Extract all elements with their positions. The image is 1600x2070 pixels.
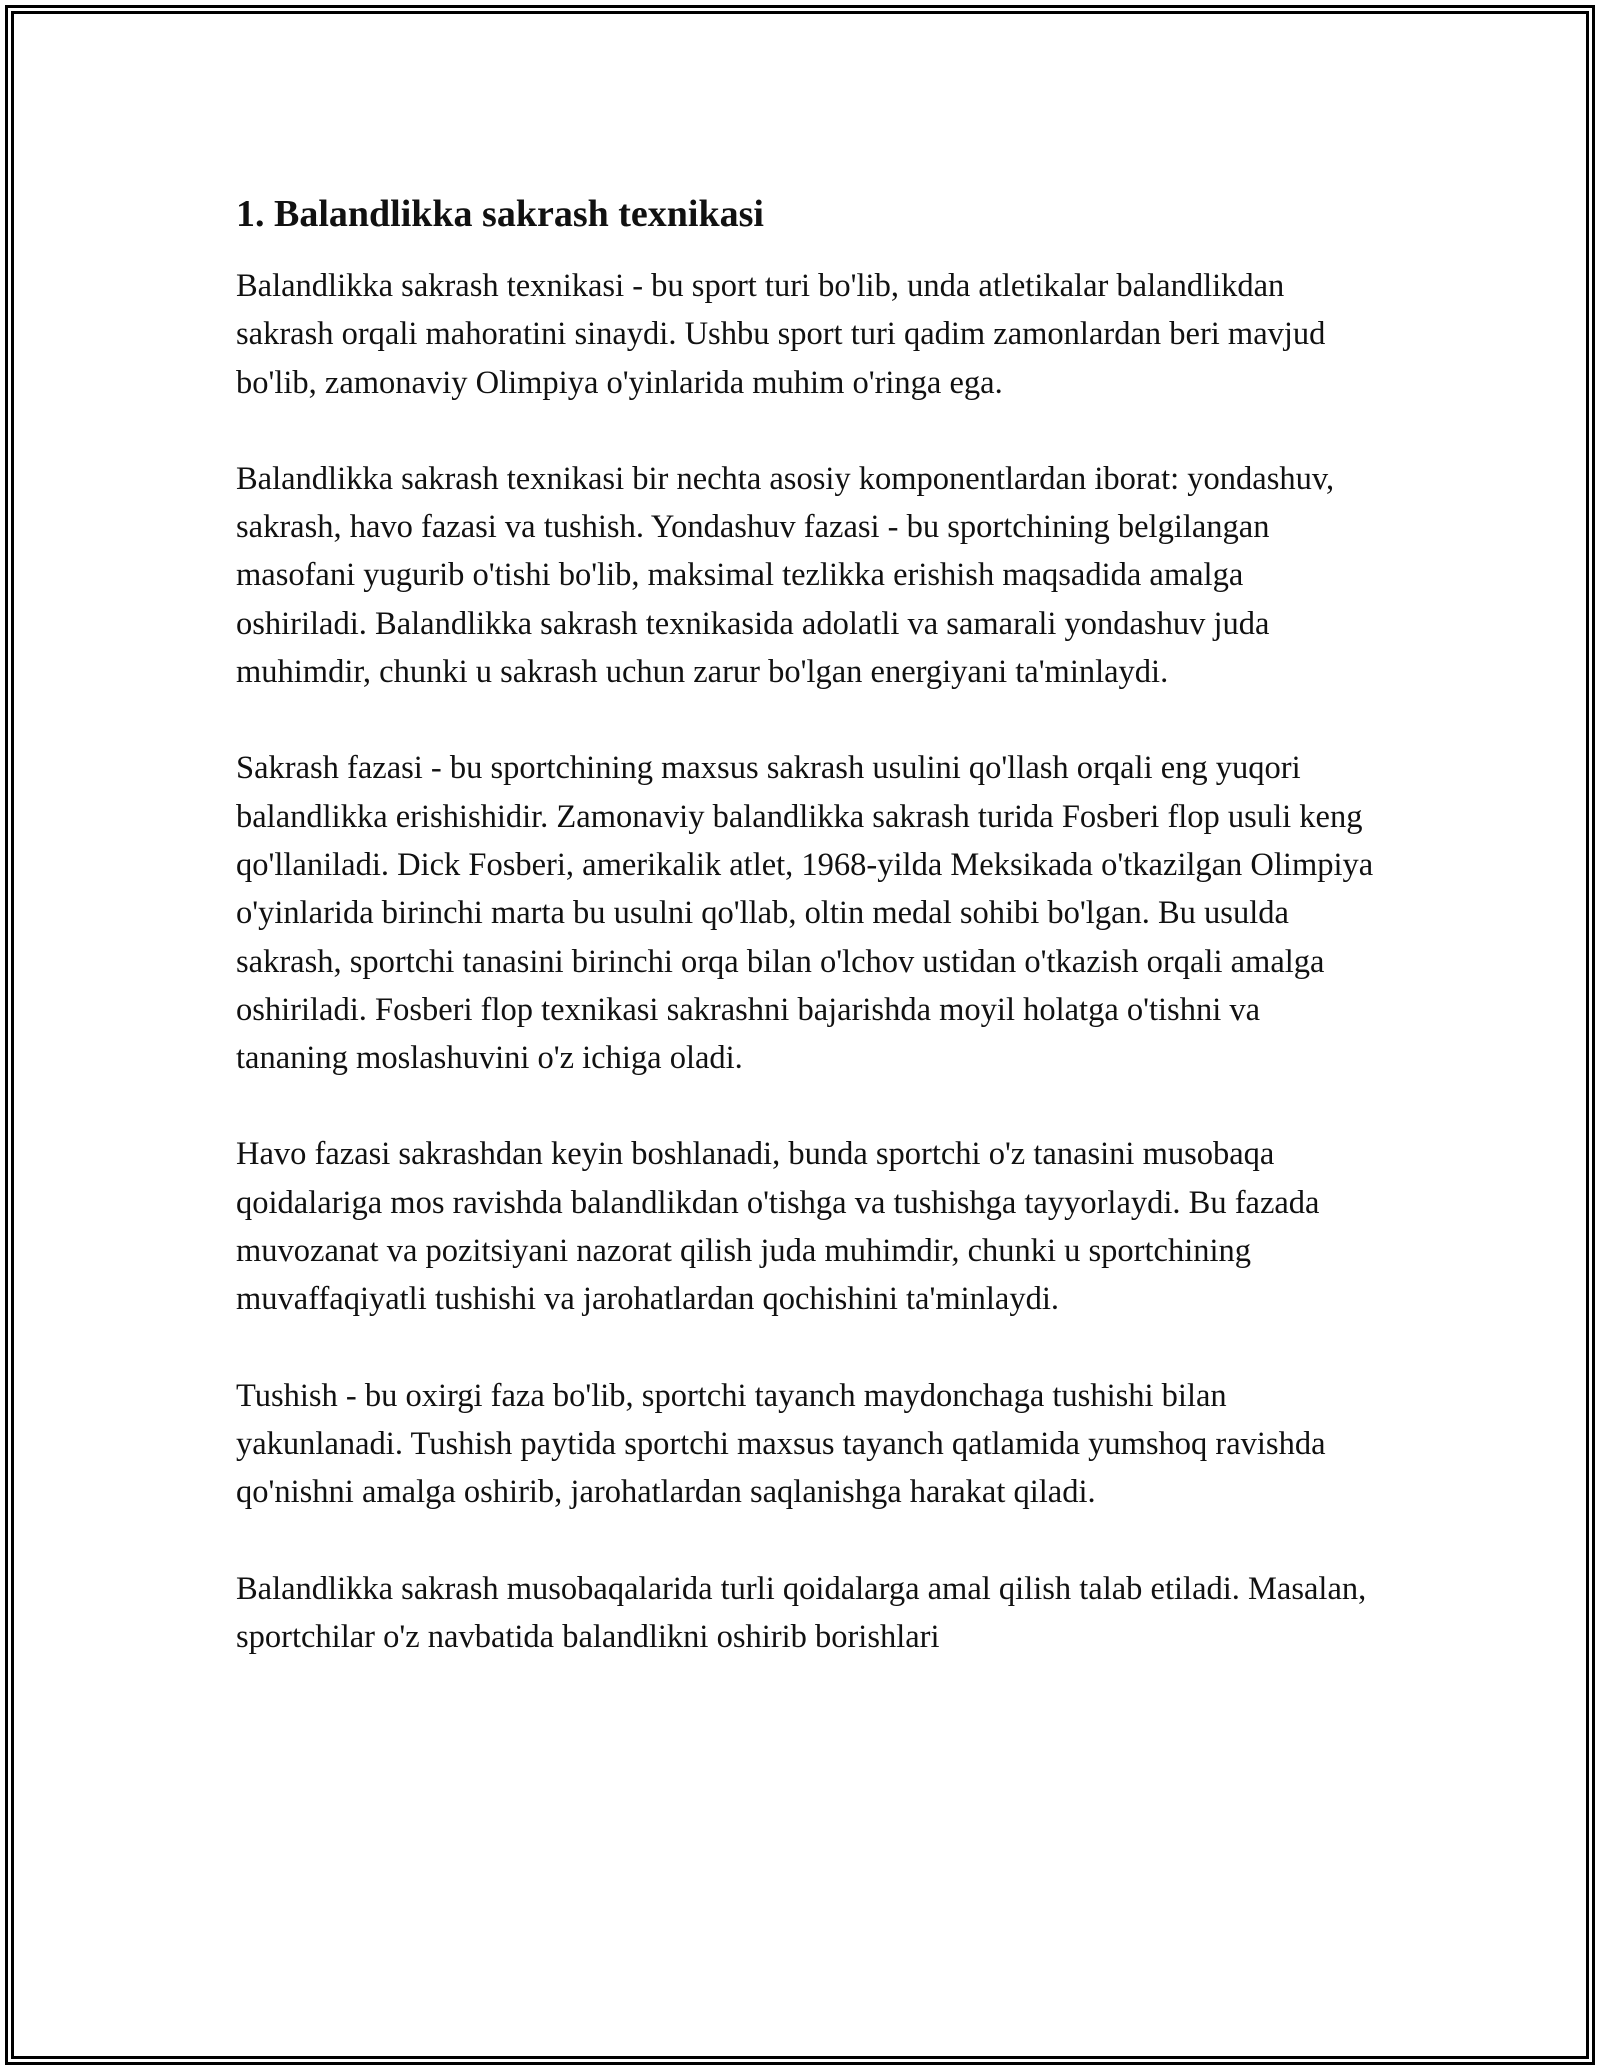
paragraph-intro: Balandlikka sakrash texnikasi - bu sport turi bo'lib, unda atletikalar balandlikdan sakrash orqali mahoratini sinaydi. Ushbu sport turi qadim zamonlardan beri mavjud bo'lib, zamonaviy Olimpiya o'yinlarida muhim o'ringa ega. [236,268,1326,401]
paragraph-landing-phase: Tushish - bu oxirgi faza bo'lib, sportchi tayanch maydonchaga tushishi bilan yakunlanadi. Tushish paytida sportchi maxsus tayanch qatlamida yumshoq ravishda qo'nishni amalga oshirib, jarohatlardan saqlanishga harakat qiladi. [236,1377,1326,1511]
section-title: 1. Balandlikka sakrash texnikasi [236,193,764,235]
paragraph-competition-rules: Balandlikka sakrash musobaqalarida turli qoidalarga amal qilish talab etiladi. Masalan, sportchilar o'z navbatida balandlikni oshirib borishlari [236,1570,1367,1655]
paragraph-components: Balandlikka sakrash texnikasi bir nechta asosiy komponentlardan iborat: yondashuv, sakrash, havo fazasi va tushish. Yondashuv fazasi - bu sportchining belgilangan masofani yugurib o'tishi bo'lib, maksimal tezlikka erishish maqsadida amalga oshiriladi. Balandlikka sakrash texnikasida adolatli va samarali yondashuv juda muhimdir, chunki u sakrash uchun zarur bo'lgan energiyani ta'minlaydi. [236,460,1335,691]
document-body [236,188,1376,1709]
paragraph-flight-phase: Havo fazasi sakrashdan keyin boshlanadi, bunda sportchi o'z tanasini musobaqa qoidalariga mos ravishda balandlikdan o'tishga va tushishga tayyorlaydi. Bu fazada muvozanat va pozitsiyani nazorat qilish juda muhimdir, chunki u sportchining muvaffaqiyatli tushishi va jarohatlardan qochishini ta'minlaydi. [236,1136,1320,1318]
paragraph-takeoff-phase: Sakrash fazasi - bu sportchining maxsus sakrash usulini qo'llash orqali eng yuqori balandlikka erishishidir. Zamonaviy balandlikka sakrash turida Fosberi flop usuli keng qo'llaniladi. Dick Fosberi, amerikalik atlet, 1968-yilda Meksikada o'tkazilgan Olimpiya o'yinlarida birinchi marta bu usulni qo'llab, oltin medal sohibi bo'lgan. Bu usulda sakrash, sportchi tanasini birinchi orqa bilan o'lchov ustidan o'tkazish orqali amalga oshiriladi. Fosberi flop texnikasi sakrashni bajarishda moyil holatga o'tishni va tananing moslashuvini o'z ichiga oladi. [236,750,1374,1077]
